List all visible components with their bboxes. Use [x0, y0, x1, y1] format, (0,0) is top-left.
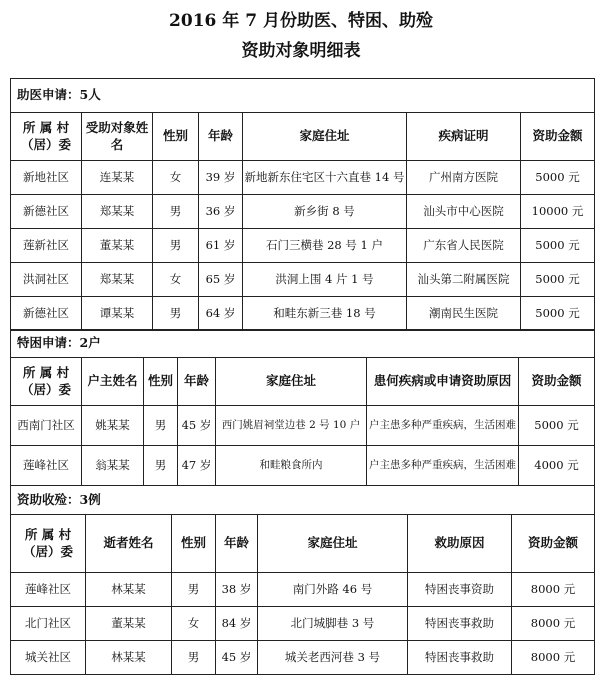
table-cell: 8000 元 [512, 641, 595, 675]
funeral-header-row [11, 515, 595, 573]
table-cell: 汕头市中心医院 [407, 195, 521, 229]
table-row [11, 195, 595, 229]
table-cell: 汕头第二附属医院 [407, 263, 521, 297]
hardship-section-label: 特困申请：2户 [11, 330, 595, 358]
column-header: 资助金额 [512, 515, 595, 573]
column-header: 家庭住址 [216, 358, 367, 406]
table-cell: 38 岁 [216, 573, 258, 607]
table-cell: 10000 元 [521, 195, 595, 229]
column-header: 患何疾病或申请资助原因 [367, 358, 519, 406]
column-header: 户主姓名 [82, 358, 144, 406]
table-row [11, 229, 595, 263]
table-cell: 西南门社区 [11, 406, 82, 446]
table-cell: 5000 元 [521, 229, 595, 263]
column-header: 年龄 [199, 113, 243, 161]
table-cell: 男 [172, 641, 216, 675]
table-cell: 莲峰社区 [11, 573, 86, 607]
table-cell: 女 [153, 161, 199, 195]
table-row [11, 263, 595, 297]
document-subtitle: 资助对象明细表 [241, 41, 361, 61]
column-header: 资助金额 [519, 358, 595, 406]
table-row [11, 641, 595, 675]
table-cell: 4000 元 [519, 446, 595, 486]
table-cell: 北门社区 [11, 607, 86, 641]
table-cell: 城关老西河巷 3 号 [258, 641, 408, 675]
table-row [11, 446, 595, 486]
table-cell: 郑某某 [82, 195, 153, 229]
table-cell: 65 岁 [199, 263, 243, 297]
table-cell: 5000 元 [519, 406, 595, 446]
table-cell: 城关社区 [11, 641, 86, 675]
column-header: 资助金额 [521, 113, 595, 161]
table-cell: 董某某 [82, 229, 153, 263]
funeral-aid-table [10, 485, 595, 675]
table-cell: 特困丧事救助 [408, 641, 512, 675]
table-cell: 39 岁 [199, 161, 243, 195]
table-cell: 5000 元 [521, 161, 595, 195]
table-cell: 林某某 [86, 573, 172, 607]
table-cell: 新德社区 [11, 195, 82, 229]
table-cell: 董某某 [86, 607, 172, 641]
table-cell: 84 岁 [216, 607, 258, 641]
table-cell: 西门姚眉祠堂边巷 2 号 10 户 [216, 406, 367, 446]
table-cell: 洪洞上围 4 片 1 号 [243, 263, 407, 297]
table-row [11, 573, 595, 607]
table-cell: 新德社区 [11, 297, 82, 331]
table-cell: 和畦粮食所内 [216, 446, 367, 486]
table-cell: 新地社区 [11, 161, 82, 195]
column-header: 年龄 [178, 358, 216, 406]
table-cell: 男 [172, 573, 216, 607]
column-header: 疾病证明 [407, 113, 521, 161]
table-cell: 广东省人民医院 [407, 229, 521, 263]
table-cell: 谭某某 [82, 297, 153, 331]
table-row [11, 406, 595, 446]
table-cell: 特困丧事救助 [408, 607, 512, 641]
column-header: 逝者姓名 [86, 515, 172, 573]
table-cell: 新地新东住宅区十六直巷 14 号 [243, 161, 407, 195]
table-cell: 45 岁 [216, 641, 258, 675]
column-header: 受助对象姓名 [82, 113, 153, 161]
table-cell: 5000 元 [521, 297, 595, 331]
table-cell: 莲新社区 [11, 229, 82, 263]
table-cell: 姚某某 [82, 406, 144, 446]
medical-section-label: 助医申请：5人 [11, 79, 595, 113]
table-cell: 和畦东新三巷 18 号 [243, 297, 407, 331]
table-cell: 广州南方医院 [407, 161, 521, 195]
table-cell: 北门城脚巷 3 号 [258, 607, 408, 641]
table-cell: 新乡街 8 号 [243, 195, 407, 229]
table-cell: 男 [153, 297, 199, 331]
table-cell: 男 [144, 446, 178, 486]
table-cell: 36 岁 [199, 195, 243, 229]
table-row [11, 161, 595, 195]
table-cell: 翁某某 [82, 446, 144, 486]
table-cell: 64 岁 [199, 297, 243, 331]
table-cell: 8000 元 [512, 573, 595, 607]
column-header: 性别 [144, 358, 178, 406]
table-cell: 林某某 [86, 641, 172, 675]
table-cell: 61 岁 [199, 229, 243, 263]
column-header: 家庭住址 [243, 113, 407, 161]
column-header: 家庭住址 [258, 515, 408, 573]
table-cell: 男 [153, 195, 199, 229]
medical-header-row [11, 113, 595, 161]
column-header: 救助原因 [408, 515, 512, 573]
table-cell: 郑某某 [82, 263, 153, 297]
column-header: 所 属 村（居）委 [11, 515, 86, 573]
document-title: 2016 年 7 月份助医、特困、助殓 [169, 11, 433, 31]
table-cell: 南门外路 46 号 [258, 573, 408, 607]
table-cell: 8000 元 [512, 607, 595, 641]
table-cell: 户主患多种严重疾病，生活困难 [367, 446, 519, 486]
column-header: 所 属 村（居）委 [11, 358, 82, 406]
table-cell: 潮南民生医院 [407, 297, 521, 331]
column-header: 性别 [172, 515, 216, 573]
table-cell: 5000 元 [521, 263, 595, 297]
table-cell: 45 岁 [178, 406, 216, 446]
table-cell: 女 [153, 263, 199, 297]
table-cell: 女 [172, 607, 216, 641]
medical-aid-table [10, 78, 595, 331]
column-header: 所 属 村（居）委 [11, 113, 82, 161]
table-cell: 洪洞社区 [11, 263, 82, 297]
funeral-section-label: 资助收殓：3例 [11, 486, 595, 515]
table-cell: 连某某 [82, 161, 153, 195]
table-cell: 莲峰社区 [11, 446, 82, 486]
column-header: 性别 [153, 113, 199, 161]
table-row [11, 297, 595, 331]
hardship-header-row [11, 358, 595, 406]
column-header: 年龄 [216, 515, 258, 573]
table-cell: 石门三横巷 28 号 1 户 [243, 229, 407, 263]
hardship-aid-table [10, 329, 595, 486]
table-cell: 户主患多种严重疾病，生活困难 [367, 406, 519, 446]
table-row [11, 607, 595, 641]
table-cell: 男 [153, 229, 199, 263]
table-cell: 47 岁 [178, 446, 216, 486]
table-cell: 特困丧事资助 [408, 573, 512, 607]
table-cell: 男 [144, 406, 178, 446]
